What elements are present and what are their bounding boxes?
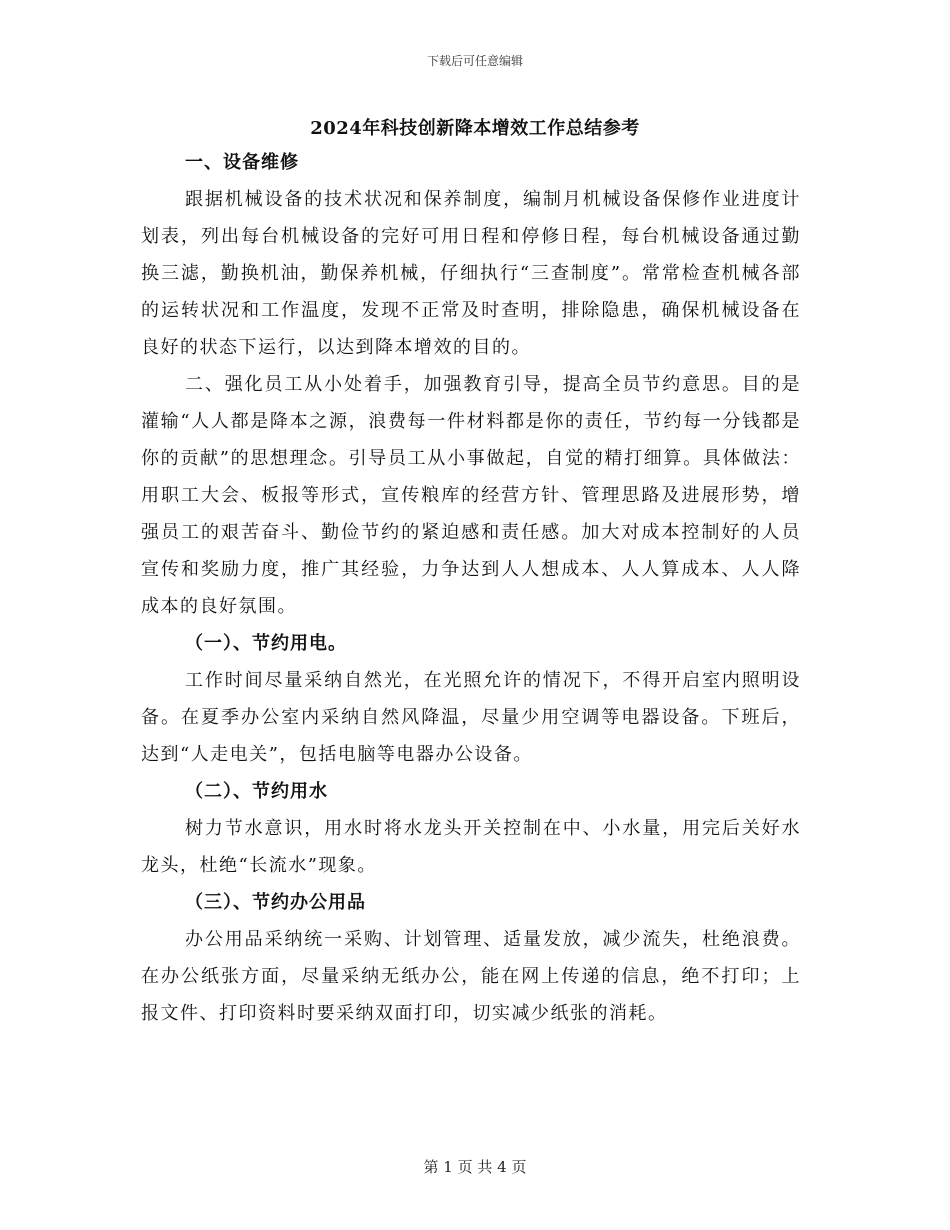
paragraph-equipment-maintenance: 跟据机械设备的技术状况和保养制度，编制月机械设备保修作业进度计划表，列出每台机械设备的完好可用日程和停修日程，每台机械设备通过勤换三滤，勤换机油，勤保养机械，仔细执行“三查制度”。常常检查机械各部的运转状况和工作温度，发现不正常及时查明，排除隐患，确保机械设备在良好的状态下运行，以达到降本增效的目的。 (141, 189, 801, 358)
document-title: 2024年科技创新降本增效工作总结参考 (310, 118, 640, 139)
section-heading-save-office-supplies: （三）、节约办公用品 (185, 892, 366, 913)
paragraph-save-water: 树力节水意识，用水时将水龙头开关控制在中、小水量，用完后关好水龙头，杜绝“长流水”现象。 (141, 818, 801, 876)
paragraph-staff-awareness: 二、强化员工从小处着手，加强教育引导，提高全员节约意思。目的是灌输“人人都是降本之源，浪费每一件材料都是你的责任，节约每一分钱都是你的贡献”的思想理念。引导员工从小事做起，自觉的精打细算。具体做法：用职工大会、板报等形式，宣传粮库的经营方针、管理思路及进展形势，增强员工的艰苦奋斗、勤俭节约的紧迫感和责任感。加大对成本控制好的人员宣传和奖励力度，推广其经验，力争达到人人想成本、人人算成本、人人降成本的良好氛围。 (141, 374, 801, 617)
paragraph-save-office-supplies: 办公用品采纳统一采购、计划管理、适量发放，减少流失，杜绝浪费。在办公纸张方面，尽量采纳无纸办公，能在网上传递的信息，绝不打印；上报文件、打印资料时要采纳双面打印，切实减少纸张的消耗。 (141, 929, 801, 1024)
page-number: 第 1 页 共 4 页 (423, 1158, 527, 1176)
document-body (141, 144, 801, 1032)
section-heading-save-electricity: （一）、节约用电。 (185, 633, 347, 654)
section-heading-equipment-maintenance: 一、设备维修 (185, 152, 299, 173)
paragraph-save-electricity: 工作时间尽量采纳自然光，在光照允许的情况下，不得开启室内照明设备。在夏季办公室内采纳自然风降温，尽量少用空调等电器设备。下班后，达到“人走电关”，包括电脑等电器办公设备。 (141, 670, 801, 765)
section-heading-save-water: （二）、节约用水 (185, 781, 328, 802)
page-header: 下载后可任意编辑 (426, 54, 523, 68)
